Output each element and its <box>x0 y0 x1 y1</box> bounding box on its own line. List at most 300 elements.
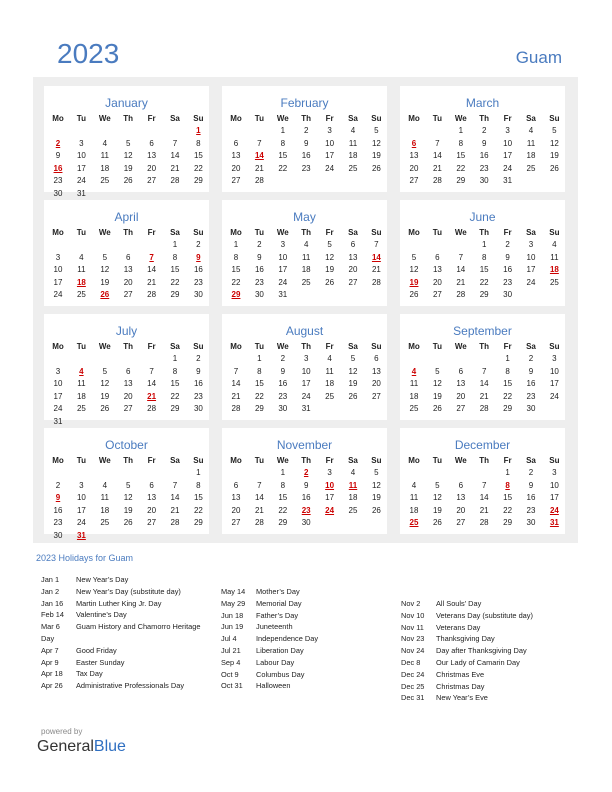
day-cell: 28 <box>254 518 264 527</box>
holiday-date: Jul 21 <box>221 646 241 655</box>
weekday-label: Sa <box>526 228 536 237</box>
holiday-date: Oct 31 <box>221 681 243 691</box>
day-cell: 26 <box>549 163 559 173</box>
day-cell: 3 <box>552 354 557 363</box>
day-cell: 8 <box>172 366 178 376</box>
month-name: April <box>114 210 139 224</box>
day-cell: 22 <box>254 391 264 401</box>
weekday-label: We <box>454 114 467 123</box>
day-cell: 22 <box>193 163 203 173</box>
day-cell: 21 <box>371 265 381 274</box>
day-cell: 30 <box>479 176 489 185</box>
day-cell: 24 <box>325 163 335 173</box>
holiday-date: Dec 31 <box>401 693 425 703</box>
holiday-date: Apr 26 <box>41 681 63 691</box>
weekday-label: Tu <box>432 456 442 465</box>
day-cell: 22 <box>170 391 180 401</box>
day-cell: 27 <box>231 518 241 527</box>
holiday-day: 2 <box>303 468 309 477</box>
day-cell: 4 <box>552 240 557 249</box>
day-cell: 1 <box>172 354 178 363</box>
holiday-date: Jun 18 <box>221 610 244 620</box>
day-cell: 27 <box>371 391 381 401</box>
day-cell: 26 <box>371 505 381 515</box>
day-cell: 5 <box>327 240 332 249</box>
holiday-date: Day <box>41 634 55 643</box>
holiday-date: May 14 <box>221 587 246 596</box>
holiday-row <box>41 622 216 632</box>
weekday-label: Mo <box>230 228 242 237</box>
day-cell: 14 <box>432 151 442 160</box>
day-cell: 6 <box>458 366 464 376</box>
month-march <box>400 86 565 192</box>
holiday-date: Nov 10 <box>401 610 425 620</box>
weekday-label: We <box>454 456 467 465</box>
day-cell: 12 <box>348 366 358 376</box>
day-cell: 18 <box>100 505 110 515</box>
weekday-label: Mo <box>52 456 64 465</box>
holiday-row <box>221 622 396 632</box>
day-cell: 8 <box>280 138 286 148</box>
holiday-day: 24 <box>549 505 559 515</box>
holiday-row <box>41 587 216 597</box>
weekday-label: Fr <box>147 228 156 237</box>
day-cell: 20 <box>409 163 419 173</box>
day-cell: 30 <box>193 290 203 299</box>
day-cell: 5 <box>374 126 379 135</box>
day-cell: 8 <box>458 138 464 148</box>
holiday-row <box>221 634 396 644</box>
day-cell: 6 <box>233 480 239 490</box>
day-cell: 4 <box>303 240 309 249</box>
day-cell: 22 <box>456 163 466 173</box>
day-cell: 6 <box>149 480 154 490</box>
day-cell: 28 <box>432 176 442 185</box>
weekday-label: Tu <box>254 342 264 351</box>
day-cell: 13 <box>147 493 157 502</box>
month-name: January <box>105 96 148 110</box>
day-cell: 6 <box>125 366 131 376</box>
day-cell: 18 <box>325 379 335 388</box>
day-cell: 19 <box>371 493 381 502</box>
holiday-date: Nov 11 <box>401 622 424 632</box>
day-cell: 1 <box>280 126 286 135</box>
day-cell: 29 <box>503 518 513 527</box>
day-cell: 26 <box>371 163 381 173</box>
day-cell: 2 <box>257 240 262 249</box>
weekday-label: Mo <box>52 114 64 123</box>
day-cell: 16 <box>526 493 536 502</box>
weekday-label: Tu <box>76 342 86 351</box>
holiday-day: 6 <box>411 138 417 148</box>
day-cell: 16 <box>479 151 489 160</box>
holiday-day: 25 <box>409 518 419 527</box>
day-cell: 2 <box>280 354 286 363</box>
day-cell: 29 <box>278 518 288 527</box>
holiday-row <box>221 611 396 621</box>
day-cell: 12 <box>100 265 110 274</box>
month-may <box>222 200 387 306</box>
holiday-row <box>221 670 396 680</box>
day-cell: 17 <box>503 151 513 160</box>
day-cell: 12 <box>325 252 335 262</box>
weekday-label: Th <box>301 456 312 465</box>
day-cell: 15 <box>503 379 513 388</box>
weekday-label: Sa <box>526 456 536 465</box>
month-name: July <box>115 324 138 338</box>
day-cell: 15 <box>278 493 288 502</box>
day-cell: 21 <box>170 505 180 515</box>
day-cell: 10 <box>549 366 559 376</box>
day-cell: 3 <box>55 366 61 376</box>
holiday-day: 14 <box>371 252 381 262</box>
holiday-date: Nov 23 <box>401 634 425 644</box>
day-cell: 26 <box>432 404 442 413</box>
day-cell: 29 <box>170 404 180 413</box>
day-cell: 19 <box>325 265 335 274</box>
day-cell: 16 <box>193 265 203 274</box>
day-cell: 26 <box>100 404 110 413</box>
day-cell: 16 <box>301 493 311 502</box>
holiday-name: Independence Day <box>256 634 319 644</box>
day-cell: 4 <box>528 126 534 135</box>
day-cell: 12 <box>371 138 381 148</box>
holiday-day: 18 <box>76 277 86 287</box>
day-cell: 23 <box>503 277 513 287</box>
weekday-label: Th <box>123 456 134 465</box>
day-cell: 4 <box>102 480 108 490</box>
day-cell: 4 <box>102 138 108 148</box>
holiday-date: Apr 18 <box>41 669 63 679</box>
month-name: March <box>465 96 500 110</box>
holiday-name: Veterans Day <box>436 622 481 632</box>
day-cell: 14 <box>479 379 489 388</box>
day-cell: 5 <box>411 252 417 262</box>
weekday-label: Sa <box>348 342 358 351</box>
day-cell: 16 <box>193 379 203 388</box>
weekday-label: Su <box>549 456 560 465</box>
weekday-label: Su <box>371 114 382 123</box>
day-cell: 4 <box>327 354 332 363</box>
day-cell: 19 <box>100 391 110 401</box>
day-cell: 1 <box>458 126 464 135</box>
holiday-row <box>221 587 396 597</box>
holiday-date: Apr 7 <box>41 645 59 655</box>
generalblue-logo[interactable] <box>37 738 126 756</box>
day-cell: 11 <box>100 151 109 160</box>
day-cell: 25 <box>325 391 335 401</box>
day-cell: 7 <box>435 138 440 148</box>
day-cell: 14 <box>170 493 180 502</box>
day-cell: 7 <box>172 138 178 148</box>
day-cell: 13 <box>231 151 241 160</box>
day-cell: 1 <box>172 240 178 249</box>
holiday-day: 2 <box>55 138 61 148</box>
day-cell: 11 <box>100 493 109 502</box>
day-cell: 23 <box>278 391 288 401</box>
holiday-name: Martin Luther King Jr. Day <box>76 598 162 608</box>
day-cell: 6 <box>350 240 356 249</box>
holiday-name: Liberation Day <box>256 646 304 655</box>
weekday-label: Su <box>193 456 204 465</box>
day-cell: 24 <box>53 404 63 413</box>
day-cell: 2 <box>196 240 201 249</box>
weekday-label: We <box>98 342 111 351</box>
day-cell: 12 <box>432 379 442 388</box>
year-title: 2023 <box>57 38 120 69</box>
day-cell: 9 <box>528 366 534 376</box>
day-cell: 16 <box>278 379 288 388</box>
day-cell: 25 <box>100 176 110 185</box>
day-cell: 28 <box>371 277 381 287</box>
weekday-label: Sa <box>348 228 358 237</box>
day-cell: 29 <box>170 290 180 299</box>
day-cell: 29 <box>254 404 264 413</box>
weekday-label: Th <box>123 114 134 123</box>
day-cell: 11 <box>302 252 311 262</box>
day-cell: 31 <box>278 290 288 299</box>
holiday-name: Veterans Day (substitute day) <box>436 610 533 620</box>
weekday-label: Su <box>193 114 204 123</box>
logo-blue: Blue <box>93 738 126 755</box>
day-cell: 8 <box>233 252 239 262</box>
day-cell: 21 <box>479 505 489 515</box>
day-cell: 15 <box>193 151 203 160</box>
day-cell: 22 <box>231 277 241 287</box>
day-cell: 10 <box>76 493 86 502</box>
day-cell: 5 <box>125 480 131 490</box>
day-cell: 6 <box>149 138 154 148</box>
holiday-name: Tax Day <box>76 669 103 679</box>
holiday-row <box>401 599 576 609</box>
weekday-label: Sa <box>170 342 180 351</box>
day-cell: 26 <box>123 176 133 185</box>
day-cell: 18 <box>409 391 419 401</box>
month-name: September <box>453 324 512 338</box>
holiday-day: 21 <box>147 391 157 401</box>
day-cell: 9 <box>481 138 487 148</box>
day-cell: 21 <box>170 163 180 173</box>
holiday-name: Guam History and Chamorro Heritage <box>76 622 201 632</box>
day-cell: 15 <box>479 265 489 274</box>
day-cell: 17 <box>325 493 335 502</box>
month-name: May <box>293 210 316 224</box>
holiday-date: Dec 24 <box>401 669 425 679</box>
day-cell: 15 <box>503 493 513 502</box>
day-cell: 27 <box>456 404 466 413</box>
day-cell: 23 <box>193 277 203 287</box>
holiday-day: 11 <box>348 480 358 490</box>
day-cell: 9 <box>55 151 61 160</box>
weekday-label: Tu <box>432 342 442 351</box>
holiday-name: Administrative Professionals Day <box>76 681 185 691</box>
day-cell: 24 <box>526 277 536 287</box>
logo-general: General <box>37 738 94 755</box>
day-cell: 20 <box>432 277 442 287</box>
holiday-day: 16 <box>53 163 63 173</box>
holiday-date: Jan 1 <box>41 575 60 584</box>
day-cell: 28 <box>456 290 466 299</box>
day-cell: 20 <box>147 505 157 515</box>
day-cell: 31 <box>76 188 86 198</box>
day-cell: 11 <box>325 366 334 376</box>
day-cell: 9 <box>528 480 534 490</box>
weekday-label: Th <box>301 228 312 237</box>
holiday-day: 31 <box>76 530 86 540</box>
day-cell: 14 <box>147 265 157 274</box>
holiday-name: Thanksgiving Day <box>436 634 495 644</box>
day-cell: 10 <box>503 138 513 148</box>
holiday-name: New Year’s Eve <box>436 693 488 703</box>
day-cell: 13 <box>409 151 419 160</box>
holiday-day: 4 <box>79 366 84 376</box>
holiday-row <box>41 599 216 609</box>
day-cell: 20 <box>348 265 358 274</box>
holiday-day: 8 <box>505 480 510 490</box>
weekday-label: We <box>454 228 467 237</box>
day-cell: 30 <box>193 404 203 413</box>
day-cell: 30 <box>526 404 536 413</box>
day-cell: 10 <box>76 151 86 160</box>
day-cell: 5 <box>374 468 379 477</box>
day-cell: 6 <box>458 480 464 490</box>
weekday-label: Fr <box>325 228 334 237</box>
day-cell: 10 <box>53 379 63 388</box>
day-cell: 10 <box>325 138 335 148</box>
day-cell: 21 <box>479 391 489 401</box>
day-cell: 22 <box>479 277 489 287</box>
holiday-row <box>41 575 216 585</box>
day-cell: 20 <box>231 505 241 515</box>
holiday-row <box>41 646 216 656</box>
day-cell: 30 <box>53 530 63 540</box>
day-cell: 8 <box>196 138 201 148</box>
holiday-name: Father’s Day <box>256 610 299 620</box>
weekday-label: We <box>276 228 289 237</box>
day-cell: 13 <box>123 379 133 388</box>
day-cell: 8 <box>481 252 487 262</box>
holiday-name: New Year’s Day (substitute day) <box>76 586 181 596</box>
day-cell: 4 <box>79 252 84 262</box>
day-cell: 12 <box>432 493 442 502</box>
weekday-label: Sa <box>526 342 536 351</box>
month-april <box>44 200 209 306</box>
weekday-label: Mo <box>408 228 420 237</box>
day-cell: 14 <box>479 493 489 502</box>
month-june <box>400 200 565 306</box>
day-cell: 25 <box>76 290 86 299</box>
weekday-label: Mo <box>408 114 420 123</box>
day-cell: 2 <box>505 240 510 249</box>
holiday-name: Columbus Day <box>256 669 305 679</box>
day-cell: 17 <box>549 493 559 502</box>
weekday-label: Th <box>123 228 134 237</box>
day-cell: 24 <box>503 163 513 173</box>
day-cell: 24 <box>301 391 311 401</box>
day-cell: 23 <box>53 518 63 527</box>
weekday-label: Mo <box>52 342 64 351</box>
weekday-label: Fr <box>147 342 156 351</box>
day-cell: 17 <box>549 379 559 388</box>
day-cell: 16 <box>526 379 536 388</box>
holiday-row <box>41 610 216 620</box>
day-cell: 3 <box>327 468 332 477</box>
holiday-day: 18 <box>549 265 559 274</box>
day-cell: 25 <box>301 277 311 287</box>
day-cell: 30 <box>503 290 513 299</box>
day-cell: 24 <box>53 290 63 299</box>
day-cell: 11 <box>550 252 559 262</box>
day-cell: 25 <box>348 505 358 515</box>
day-cell: 23 <box>193 391 203 401</box>
holiday-name: Halloween <box>256 681 291 691</box>
month-july <box>44 314 209 426</box>
day-cell: 22 <box>278 505 288 515</box>
holiday-name: All Souls’ Day <box>436 599 482 608</box>
day-cell: 27 <box>147 518 157 527</box>
day-cell: 3 <box>280 240 286 249</box>
day-cell: 7 <box>257 138 262 148</box>
day-cell: 22 <box>503 505 513 515</box>
day-cell: 12 <box>371 480 381 490</box>
day-cell: 7 <box>233 366 239 376</box>
weekday-label: Fr <box>147 114 156 123</box>
weekday-label: Mo <box>408 342 420 351</box>
day-cell: 29 <box>479 290 489 299</box>
day-cell: 9 <box>303 138 309 148</box>
month-november <box>222 428 387 534</box>
day-cell: 24 <box>278 277 288 287</box>
month-january <box>44 86 209 198</box>
weekday-label: Tu <box>254 456 264 465</box>
day-cell: 18 <box>526 151 536 160</box>
day-cell: 26 <box>432 518 442 527</box>
day-cell: 16 <box>503 265 513 274</box>
day-cell: 21 <box>456 277 466 287</box>
day-cell: 16 <box>53 505 63 515</box>
day-cell: 28 <box>479 404 489 413</box>
weekday-label: Su <box>371 456 382 465</box>
day-cell: 10 <box>53 265 63 274</box>
weekday-label: We <box>98 228 111 237</box>
holiday-name: Christmas Day <box>436 681 485 691</box>
holiday-date: Jun 19 <box>221 622 244 632</box>
holiday-day: 14 <box>254 151 264 160</box>
weekday-label: Th <box>479 114 490 123</box>
day-cell: 10 <box>549 480 559 490</box>
day-cell: 24 <box>76 176 86 185</box>
day-cell: 19 <box>123 505 133 515</box>
day-cell: 5 <box>435 480 440 490</box>
day-cell: 22 <box>503 391 513 401</box>
day-cell: 19 <box>432 391 442 401</box>
day-cell: 1 <box>196 468 201 477</box>
day-cell: 15 <box>254 379 264 388</box>
day-cell: 15 <box>231 265 241 274</box>
day-cell: 6 <box>435 252 440 262</box>
day-cell: 1 <box>257 354 262 363</box>
day-cell: 17 <box>53 391 63 401</box>
holiday-date: Jan 16 <box>41 598 64 608</box>
holiday-day: 4 <box>411 366 417 376</box>
day-cell: 20 <box>371 379 381 388</box>
day-cell: 27 <box>123 404 133 413</box>
day-cell: 31 <box>53 416 63 426</box>
day-cell: 28 <box>254 176 264 185</box>
day-cell: 18 <box>76 391 86 401</box>
day-cell: 29 <box>456 176 466 185</box>
holiday-name: Day after Thanksgiving Day <box>436 646 527 656</box>
